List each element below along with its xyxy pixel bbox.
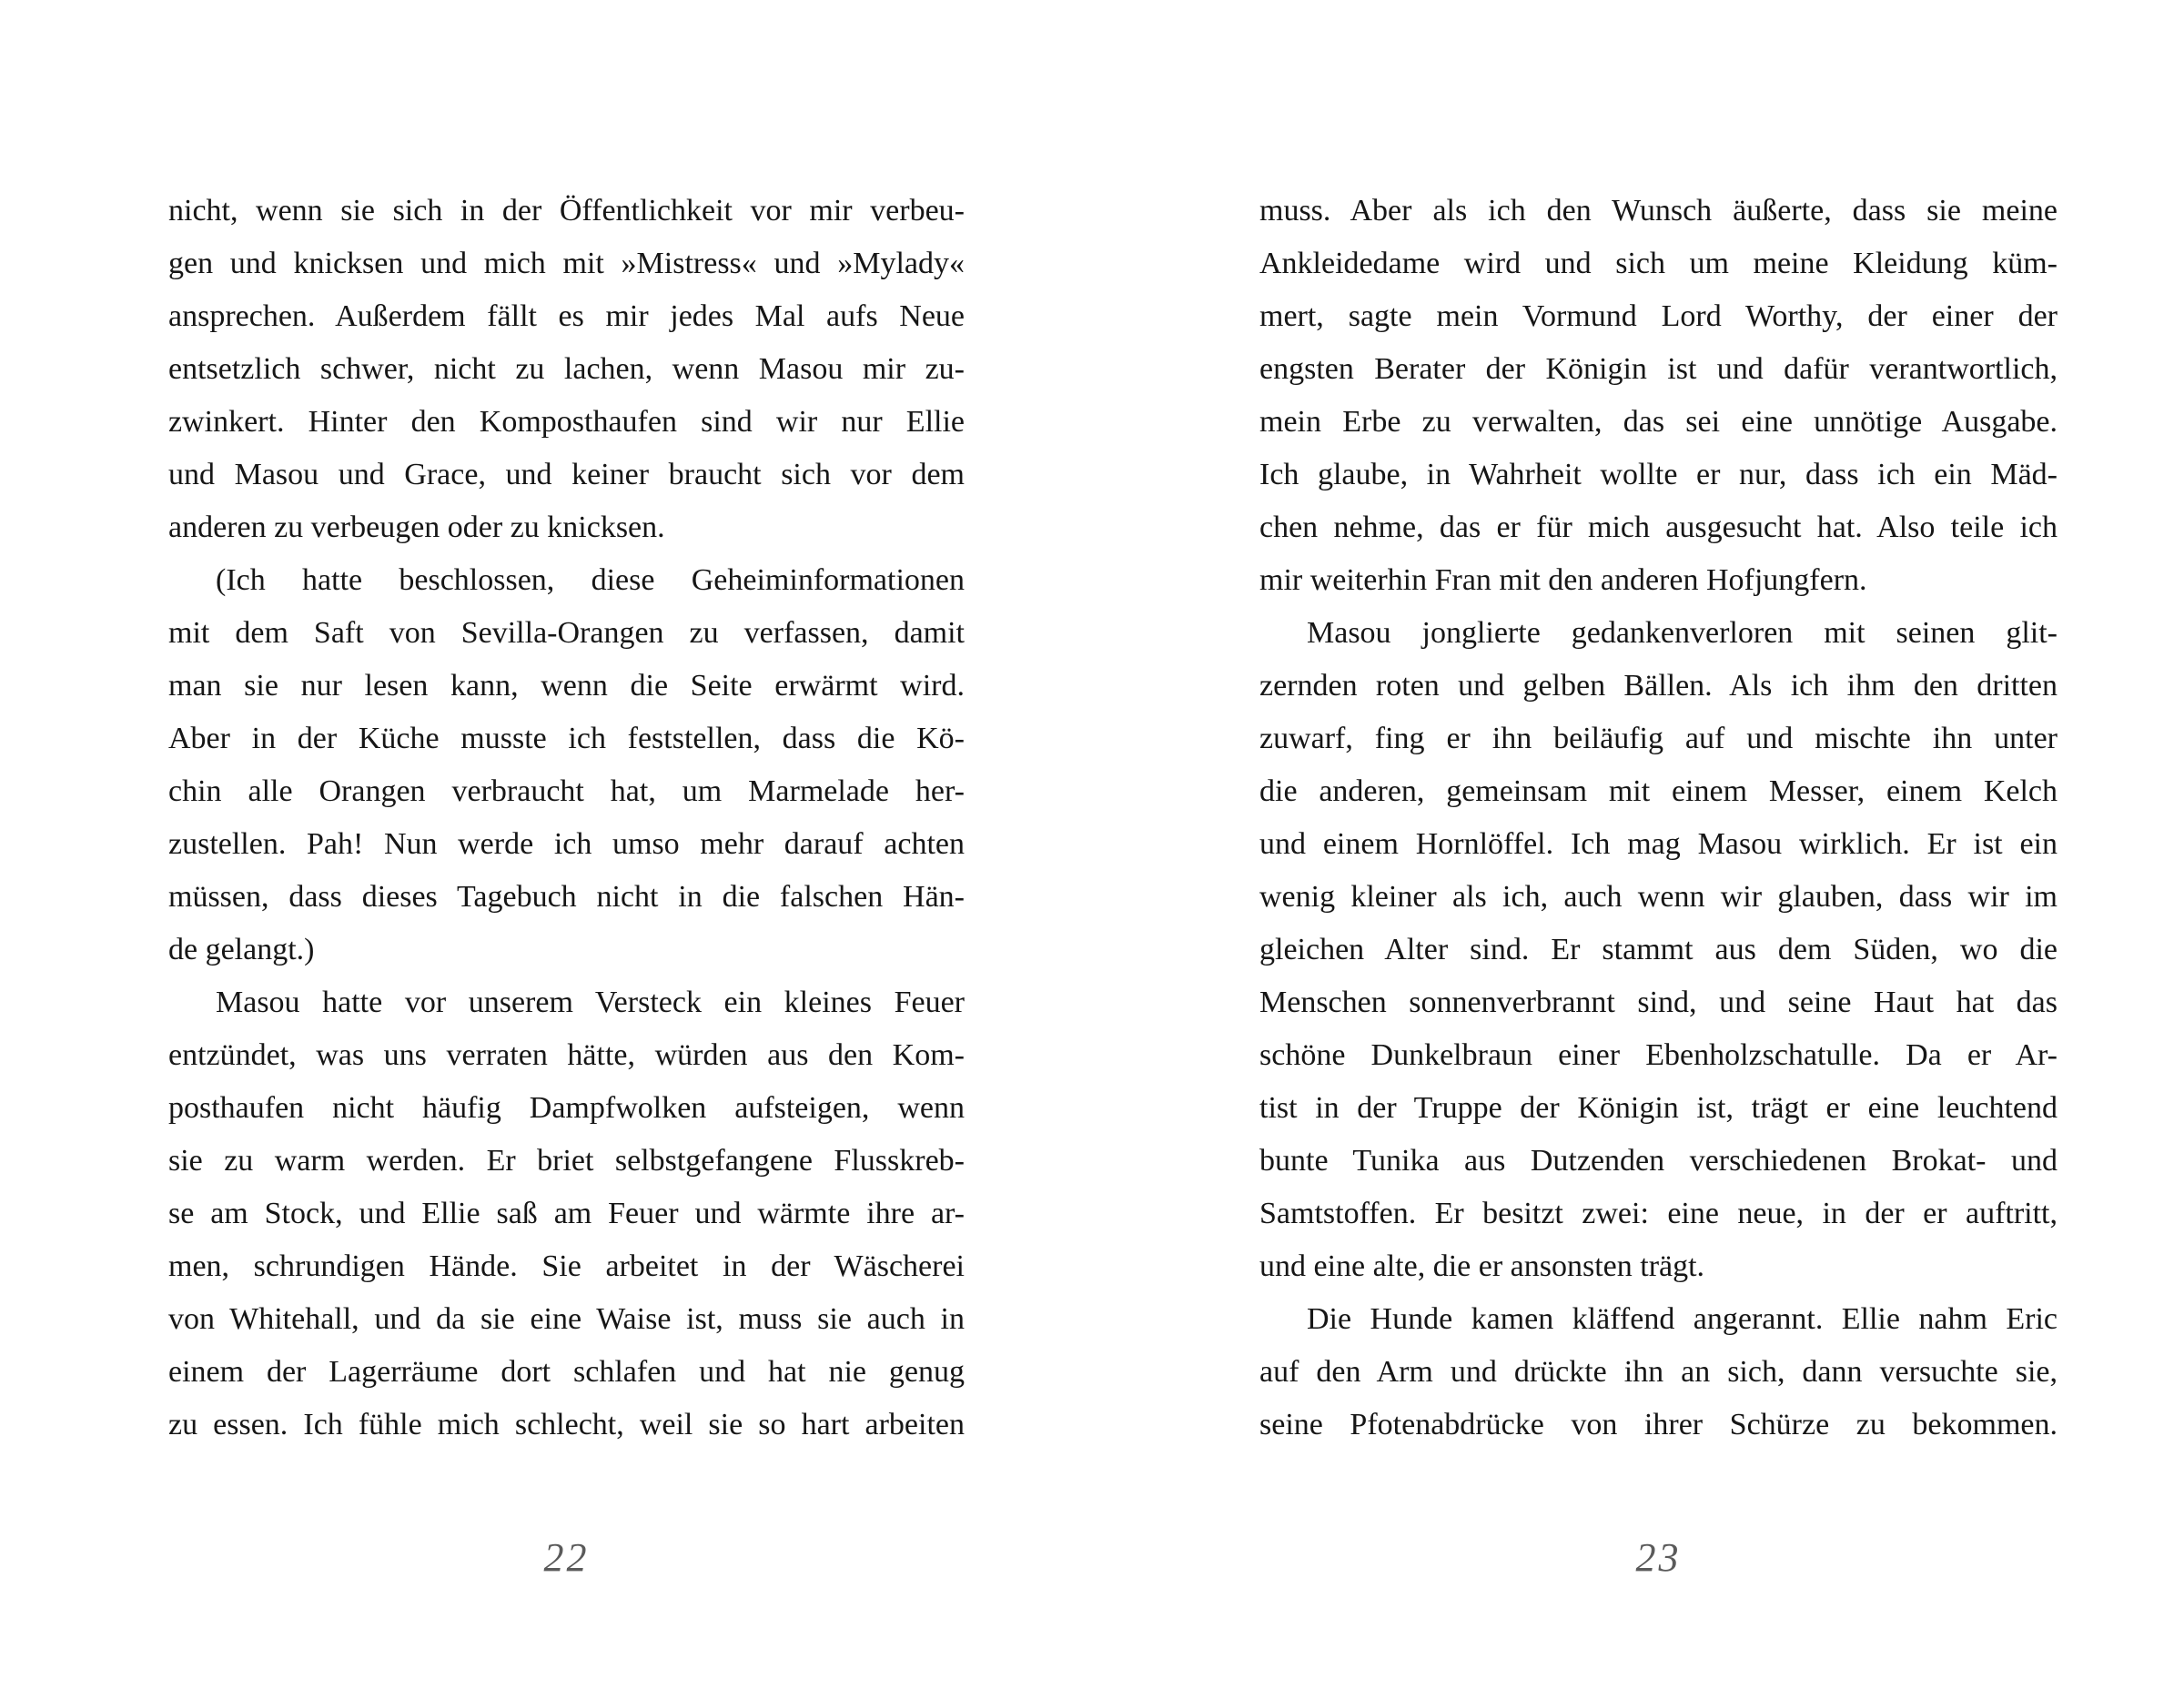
text-line: anderen zu verbeugen oder zu knicksen. — [168, 511, 665, 544]
text-line: Die Hunde kamen kläffend angerannt. Ellie nahm Eric — [1307, 1302, 2058, 1336]
text-line: engsten Berater der Königin ist und dafür verantwortlich, — [1259, 352, 2058, 386]
text-line: Aber in der Küche musste ich feststellen, dass die Kö- — [168, 722, 965, 755]
text-line: schöne Dunkelbraun einer Ebenholzschatulle. Da er Ar- — [1259, 1038, 2058, 1072]
text-line: gen und knicksen und mich mit »Mistress« und »Mylady« — [168, 247, 965, 280]
page-right-number: 23 — [1635, 1535, 1682, 1580]
text-line: muss. Aber als ich den Wunsch äußerte, dass sie meine — [1259, 194, 2058, 228]
text-line: chin alle Orangen verbraucht hat, um Marmelade her- — [168, 774, 965, 808]
text-line: Ich glaube, in Wahrheit wollte er nur, dass ich ein Mäd- — [1259, 458, 2058, 491]
text-line: Samtstoffen. Er besitzt zwei: eine neue, in der er auftritt, — [1259, 1197, 2058, 1230]
text-line: men, schrundigen Hände. Sie arbeitet in der Wäscherei — [168, 1249, 965, 1283]
text-line: Menschen sonnenverbrannt sind, und seine Haut hat das — [1259, 986, 2058, 1019]
text-line: Ankleidedame wird und sich um meine Kleidung küm- — [1259, 247, 2058, 280]
text-line: posthaufen nicht häufig Dampfwolken aufsteigen, wenn — [168, 1091, 965, 1125]
text-line: mert, sagte mein Vormund Lord Worthy, der einer der — [1259, 299, 2058, 333]
text-line: und Masou und Grace, und keiner braucht sich vor dem — [168, 458, 965, 491]
text-line: sie zu warm werden. Er briet selbstgefangene Flusskreb- — [168, 1144, 965, 1178]
text-line: zuwarf, fing er ihn beiläufig auf und mischte ihn unter — [1259, 722, 2058, 755]
text-line: chen nehme, das er für mich ausgesucht hat. Also teile ich — [1259, 511, 2058, 544]
text-line: mir weiterhin Fran mit den anderen Hofjungfern. — [1259, 563, 1867, 597]
text-line: tist in der Truppe der Königin ist, trägt er eine leuchtend — [1259, 1091, 2058, 1125]
text-line: Masou jonglierte gedankenverloren mit seinen glit- — [1307, 616, 2058, 650]
page-left-number: 22 — [543, 1535, 590, 1580]
text-line: de gelangt.) — [168, 933, 315, 966]
text-line: auf den Arm und drückte ihn an sich, dann versuchte sie, — [1259, 1355, 2058, 1389]
text-line: und eine alte, die er ansonsten trägt. — [1259, 1249, 1705, 1283]
text-line: bunte Tunika aus Dutzenden verschiedenen Brokat- und — [1259, 1144, 2058, 1178]
text-line: wenig kleiner als ich, auch wenn wir glauben, dass wir im — [1259, 880, 2058, 914]
text-line: von Whitehall, und da sie eine Waise ist, muss sie auch in — [168, 1302, 965, 1336]
text-line: zernden roten und gelben Bällen. Als ich ihm den dritten — [1259, 669, 2058, 703]
text-line: gleichen Alter sind. Er stammt aus dem Süden, wo die — [1259, 933, 2058, 966]
page-right-text-block — [1259, 185, 2058, 1451]
text-line: müssen, dass dieses Tagebuch nicht in die falschen Hän- — [168, 880, 965, 914]
text-line: man sie nur lesen kann, wenn die Seite erwärmt wird. — [168, 669, 965, 703]
text-line: se am Stock, und Ellie saß am Feuer und wärmte ihre ar- — [168, 1197, 965, 1230]
text-line: ansprechen. Außerdem fällt es mir jedes Mal aufs Neue — [168, 299, 965, 333]
text-line: entzündet, was uns verraten hätte, würden aus den Kom- — [168, 1038, 965, 1072]
text-line: zustellen. Pah! Nun werde ich umso mehr darauf achten — [168, 827, 965, 861]
page-left — [168, 0, 965, 1699]
page-left-text-block — [168, 185, 965, 1451]
text-line: seine Pfotenabdrücke von ihrer Schürze zu bekommen. — [1259, 1408, 2058, 1441]
text-line: entsetzlich schwer, nicht zu lachen, wenn Masou mir zu- — [168, 352, 965, 386]
text-line: die anderen, gemeinsam mit einem Messer, einem Kelch — [1259, 774, 2058, 808]
text-line: einem der Lagerräume dort schlafen und hat nie genug — [168, 1355, 965, 1389]
text-line: Masou hatte vor unserem Versteck ein kleines Feuer — [216, 986, 965, 1019]
text-line: mein Erbe zu verwalten, das sei eine unnötige Ausgabe. — [1259, 405, 2058, 439]
page-right — [1259, 0, 2058, 1699]
text-line: zwinkert. Hinter den Komposthaufen sind wir nur Ellie — [168, 405, 965, 439]
text-line: nicht, wenn sie sich in der Öffentlichkeit vor mir verbeu- — [168, 194, 965, 228]
text-line: (Ich hatte beschlossen, diese Geheiminformationen — [216, 563, 965, 597]
text-line: zu essen. Ich fühle mich schlecht, weil sie so hart arbeiten — [168, 1408, 965, 1441]
text-line: und einem Hornlöffel. Ich mag Masou wirklich. Er ist ein — [1259, 827, 2058, 861]
text-line: mit dem Saft von Sevilla-Orangen zu verfassen, damit — [168, 616, 965, 650]
